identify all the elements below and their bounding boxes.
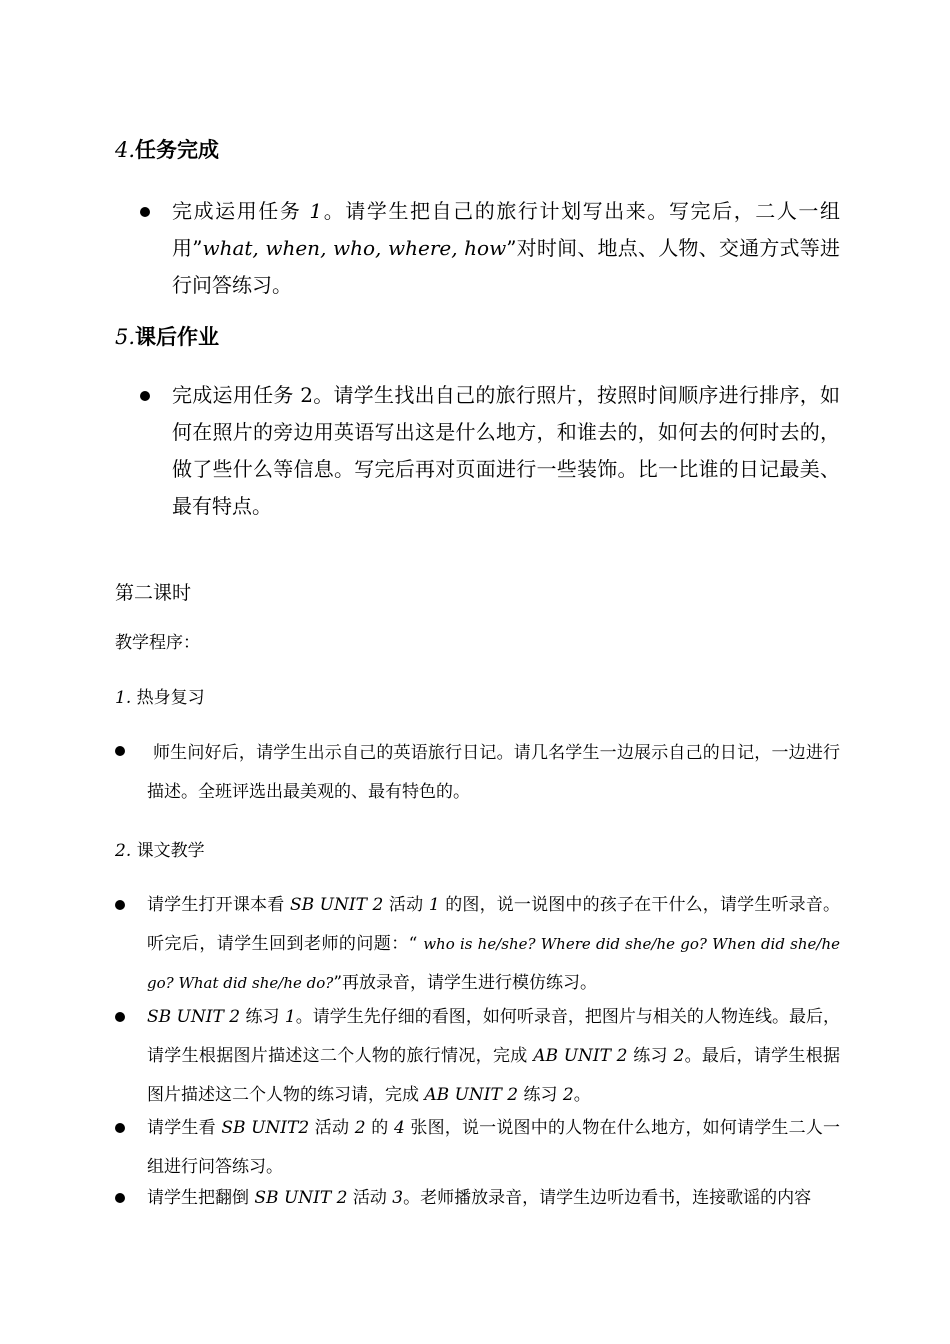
text-run: SB UNIT 2 (289, 895, 384, 915)
bullet-icon (115, 1123, 125, 1133)
bullet-icon (115, 1193, 125, 1203)
section-heading-4 (115, 134, 219, 164)
text-run: 1 (309, 199, 323, 223)
procedure-label: 教学程序： (115, 633, 200, 653)
bullet-icon (115, 746, 125, 756)
text-run: AB UNIT 2 (424, 1085, 519, 1105)
bullet-icon (140, 391, 150, 401)
text-run: 的 (365, 1118, 394, 1138)
text-run: 请学生看 (147, 1118, 222, 1138)
bullet-paragraph: 师生问好后，请学生出示自己的英语旅行日记。请几名学生一边展示自己的日记，一边进行描述。全班评选出最美观的、最有特色的。 (147, 743, 840, 802)
text-run: 。老师播放录音，请学生边听边看书，连接歌谣的内容 (403, 1188, 812, 1208)
text-run: 练习 (627, 1046, 674, 1066)
text-run: 活动 (309, 1118, 355, 1138)
text-run: 完成运用任务 (172, 199, 310, 223)
bullet-paragraph (147, 1179, 840, 1218)
text-run: 练习 (518, 1085, 563, 1105)
text-run: ”对时间、地点、人物、交通方式等进行问答练习。 (172, 236, 840, 297)
text-run: 请学生打开课本看 (147, 895, 290, 915)
bullet-icon (115, 1012, 125, 1022)
bullet-icon (140, 207, 150, 217)
text-run: SB UNIT 2 (147, 1007, 241, 1027)
text-run: 的图，说一说图中的孩子在干什么，请学生听录音。听完后，请学生回到老师的问题：“ (147, 895, 841, 954)
text-run: 3 (392, 1188, 404, 1208)
step-number: 1. (115, 688, 132, 708)
section-number: 5. (115, 325, 136, 349)
text-run: 2 (562, 1085, 574, 1105)
text-run: SB UNIT 2 (254, 1188, 348, 1208)
text-run: 。请学生把自己的旅行计划写出来。写完后，二人一组用” (172, 199, 841, 260)
bullet-paragraph (147, 1109, 840, 1187)
lesson-title: 第二课时 (115, 582, 192, 604)
bullet-paragraph (147, 998, 840, 1115)
text-run: 请学生把翻倒 (147, 1188, 255, 1208)
text-run: who is he/she? Where did she/he go? When did she/he go? What did she/he do? (147, 935, 840, 992)
section-number: 4. (115, 138, 136, 162)
text-run: 2 (673, 1046, 685, 1066)
text-run: 4 (393, 1118, 405, 1138)
section-heading-5 (115, 321, 219, 351)
text-run: 。 (573, 1085, 591, 1105)
text-run: 1 (284, 1007, 296, 1027)
text-run: 练习 (240, 1007, 285, 1027)
text-run: 2 (354, 1118, 366, 1138)
text-run: ”再放录音，请学生进行模仿练习。 (333, 973, 598, 993)
bullet-icon (115, 900, 125, 910)
bullet-paragraph (172, 193, 840, 304)
step-label: 课文教学 (131, 841, 205, 861)
text-run: what, when, who, where, how (202, 236, 507, 260)
text-run: 。请学生先仔细的看图，如何听录音，把图片与相关的人物连线。最后，请学生根据图片描述这二个人物的旅行情况，完成 (147, 1007, 840, 1066)
step-number: 2. (115, 841, 132, 861)
step-heading-1 (115, 683, 205, 708)
text-run: AB UNIT 2 (533, 1046, 628, 1066)
text-run: 活动 (347, 1188, 393, 1208)
section-title: 任务完成 (135, 137, 220, 162)
section-title: 课后作业 (135, 324, 220, 349)
text-run: 张图，说一说图中的人物在什么地方，如何请学生二人一组进行问答练习。 (147, 1118, 841, 1177)
bullet-paragraph (147, 886, 840, 1003)
text-run: SB UNIT2 (221, 1118, 310, 1138)
step-heading-2 (115, 836, 205, 861)
text-run: 1 (428, 895, 440, 915)
step-label: 热身复习 (131, 688, 205, 708)
text-run: 。最后，请学生根据图片描述这二个人物的练习请，完成 (147, 1046, 841, 1105)
bullet-paragraph: 完成运用任务 2。请学生找出自己的旅行照片，按照时间顺序进行排序，如何在照片的旁边用英语写出这是什么地方，和谁去的，如何去的何时去的，做了些什么等信息。写完后再对页面进行一些装饰。比一比谁的日记最美、最有特点。 (172, 383, 840, 518)
text-run: 活动 (383, 895, 429, 915)
